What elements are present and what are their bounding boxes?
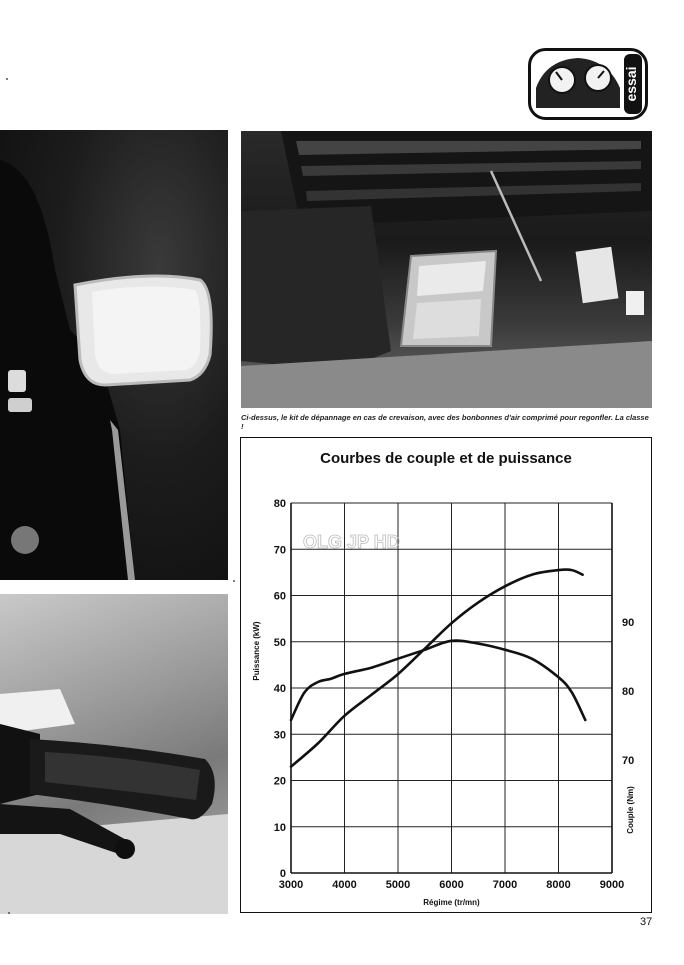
x-tick-label: 7000 (492, 879, 518, 891)
x-tick-label: 6000 (439, 879, 464, 891)
chart-series (291, 570, 585, 767)
x-tick-label: 3000 (278, 879, 304, 891)
y-left-tick-label: 60 (273, 590, 286, 603)
y-right-tick-label: 70 (622, 755, 635, 768)
power-curve (291, 570, 583, 767)
torque-power-chart (241, 438, 650, 911)
y-right-tick-label: 80 (622, 686, 635, 699)
photo-mirror (0, 130, 228, 580)
y-left-tick-label: 50 (273, 636, 286, 649)
repair-kit-illustration (241, 131, 652, 408)
logo-text: essai (623, 66, 639, 102)
y-right-tick-label: 90 (622, 617, 635, 630)
y-left-tick-label: 80 (273, 498, 286, 510)
y-left-tick-label: 20 (273, 775, 286, 788)
x-tick-label: 5000 (385, 879, 411, 891)
x-axis-title: Régime (tr/mn) (423, 898, 480, 907)
x-tick-label: 8000 (546, 879, 571, 891)
y-left-tick-label: 70 (273, 544, 286, 557)
y-left-tick-label: 40 (273, 683, 286, 695)
photo-caption: Ci-dessus, le kit de dépannage en cas de crevaison, avec des bonbonnes d'air comprimé pour regonfler. La classe ! (241, 413, 649, 431)
x-tick-label: 9000 (599, 879, 625, 891)
photo-handlebar-grip (0, 594, 228, 914)
y-left-tick-label: 30 (273, 729, 286, 742)
chart-grid (291, 503, 612, 873)
watermark-logo: OLG JP HD (303, 532, 400, 552)
chart-frame (240, 437, 652, 913)
y-left-tick-label: 0 (279, 868, 286, 880)
mirror-illustration (0, 130, 228, 580)
photo-repair-kit (241, 131, 652, 408)
page-number: 37 (640, 916, 653, 928)
scan-speck (8, 912, 10, 914)
chart-title: Courbes de couple et de puissance (320, 450, 572, 467)
y-right-axis-title: Couple (Nm) (626, 786, 635, 834)
essai-logo (528, 48, 648, 120)
grip-illustration (0, 594, 228, 914)
torque-curve (291, 641, 585, 720)
y-left-tick-label: 10 (273, 821, 286, 834)
y-left-axis-title: Puissance (kW) (252, 621, 261, 681)
scan-speck (233, 580, 235, 582)
x-tick-label: 4000 (332, 879, 357, 891)
scan-speck (6, 78, 8, 80)
